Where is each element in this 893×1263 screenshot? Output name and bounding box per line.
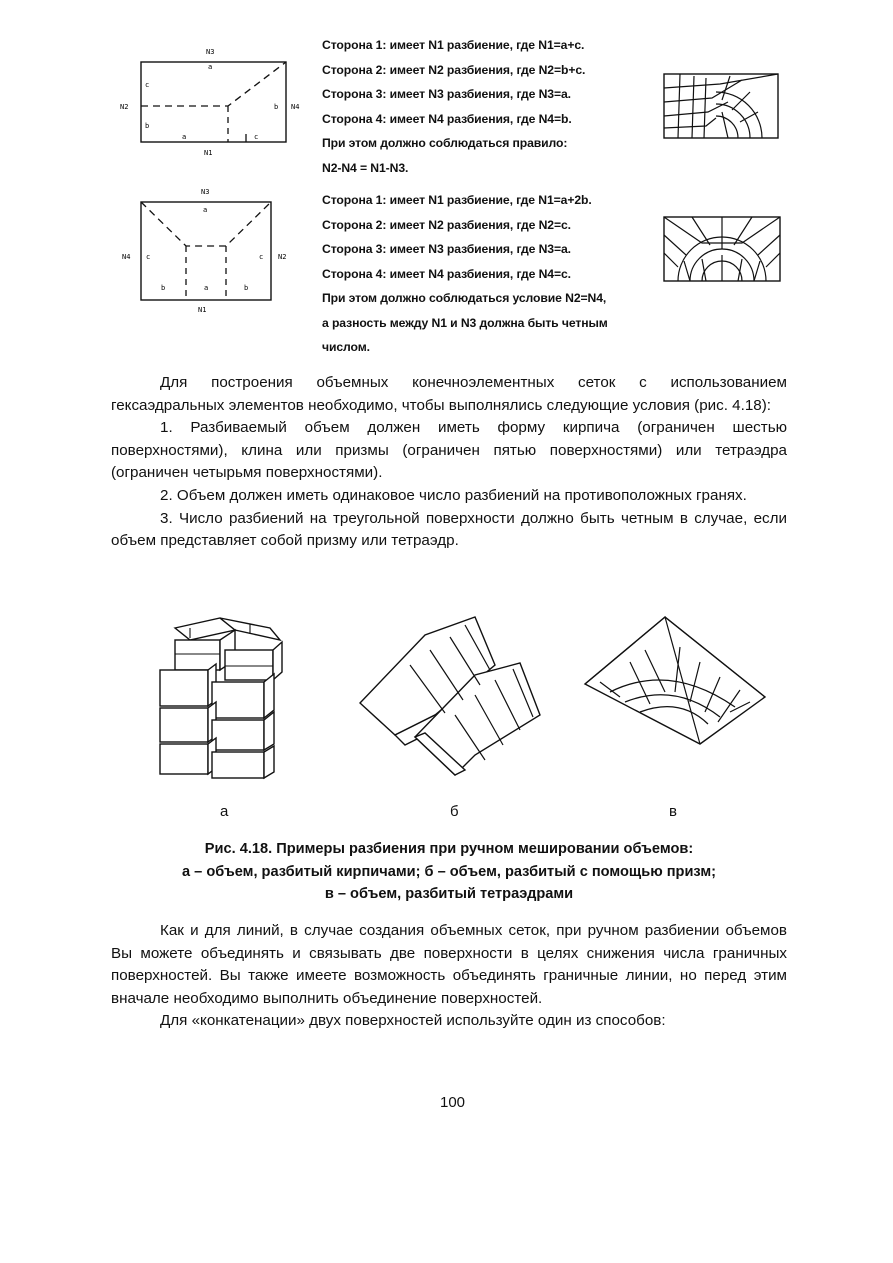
d2-rule-4: Сторона 4: имеет N4 разбиения, где N4=c.: [322, 266, 571, 281]
d1-label-n4: N4: [291, 103, 300, 111]
d1-label-a-top: a: [208, 63, 213, 71]
paragraph-concatenation-methods: Для «конкатенации» двух поверхностей используйте один из способов:: [160, 1012, 666, 1030]
d2-label-n1: N1: [198, 306, 207, 314]
d2-label-a-bottom: a: [204, 284, 209, 292]
d1-label-a-bottom: a: [182, 133, 187, 141]
d1-label-c-left: c: [145, 81, 150, 89]
caption-line-3: в – объем, разбитый тетраэдрами: [324, 886, 574, 903]
d1-rule-4: Сторона 4: имеет N4 разбиения, где N4=b.: [322, 111, 572, 126]
paragraph-concatenation: Как и для линий, в случае создания объемных сеток, при ручном разбиении объемов Вы можете объединять и связывать две поверхности в целях снижения числа граничных поверхностей. Вы также имеете возможность объединять граничные линии, но перед этим вначале необходимо выполнить объединение поверхностей.: [111, 922, 787, 1007]
d1-label-n1: N1: [204, 149, 213, 157]
diagram-1-mesh: [662, 72, 782, 140]
figure-b-prisms: [355, 605, 550, 780]
d2-rule-6: а разность между N1 и N3 должна быть четным: [322, 315, 608, 330]
d2-label-b-bottom-left: b: [161, 284, 166, 292]
caption-line-1: Рис. 4.18. Примеры разбиения при ручном мешировании объемов:: [204, 841, 694, 857]
d2-label-c-right: c: [259, 253, 264, 261]
body-text-block: [111, 372, 787, 553]
body-text-lower: [111, 920, 787, 1033]
condition-3: 3. Число разбиений на треугольной поверхности должно быть четным в случае, если объем представляет собой призму или тетраэдр.: [111, 509, 787, 550]
d1-label-n2: N2: [120, 103, 129, 111]
d1-label-c-bottom: c: [254, 133, 259, 141]
paragraph-hexahedral-conditions: Для построения объемных конечноэлементных сеток с использованием гексаэдральных элементов необходимо, чтобы выполнялись следующие условия (рис. 4.18):: [111, 374, 787, 414]
d1-rule-1: Сторона 1: имеет N1 разбиение, где N1=a+c.: [322, 38, 585, 52]
d1-label-b-right: b: [274, 103, 279, 111]
d2-rule-2: Сторона 2: имеет N2 разбиения, где N2=c.: [322, 217, 571, 232]
diagram-2-mesh: [662, 215, 784, 283]
d1-label-b-left: b: [145, 122, 150, 130]
d1-rule-2: Сторона 2: имеет N2 разбиения, где N2=b+c.: [322, 62, 586, 77]
d1-rule-5: При этом должно соблюдаться правило:: [322, 136, 568, 150]
d2-rule-7: числом.: [322, 340, 370, 354]
d1-rule-3: Сторона 3: имеет N3 разбиения, где N3=a.: [322, 87, 571, 101]
d2-label-n4: N4: [122, 253, 131, 261]
diagram-2-rules: [322, 188, 608, 360]
figure-label-v: в: [669, 803, 677, 820]
d2-rule-3: Сторона 3: имеет N3 разбиения, где N3=a.: [322, 242, 571, 256]
d2-label-a-top: a: [203, 206, 208, 214]
d2-label-b-bottom-right: b: [244, 284, 249, 292]
page-number: 100: [440, 1094, 466, 1111]
diagram-1-schematic: [108, 42, 308, 162]
d1-label-n3: N3: [206, 48, 215, 56]
d1-rule-6: N2-N4 = N1-N3.: [322, 160, 409, 175]
condition-2: 2. Объем должен иметь одинаковое число разбиений на противоположных гранях.: [160, 486, 747, 504]
condition-1: 1. Разбиваемый объем должен иметь форму кирпича (ограничен шестью поверхностями), клина или призмы (ограничен пятью поверхностями) или тетраэдра (ограничен четырьмя поверхностями).: [111, 419, 787, 482]
d2-label-n3: N3: [201, 188, 210, 196]
d2-label-c-left: c: [146, 253, 151, 261]
figure-a-bricks: [150, 608, 295, 783]
d2-rule-5: При этом должно соблюдаться условие N2=N4,: [322, 291, 607, 305]
figure-caption: [111, 838, 787, 906]
figure-label-b: б: [450, 803, 459, 820]
figure-v-tetrahedra: [580, 612, 770, 752]
figure-label-a: а: [220, 803, 229, 820]
diagram-1-rules: [322, 33, 585, 180]
d2-label-n2: N2: [278, 253, 287, 261]
caption-line-2: а – объем, разбитый кирпичами; б – объем, разбитый с помощью призм;: [182, 863, 716, 880]
d2-rule-1: Сторона 1: имеет N1 разбиение, где N1=a+2b.: [322, 193, 592, 207]
diagram-2-schematic: [108, 182, 308, 317]
